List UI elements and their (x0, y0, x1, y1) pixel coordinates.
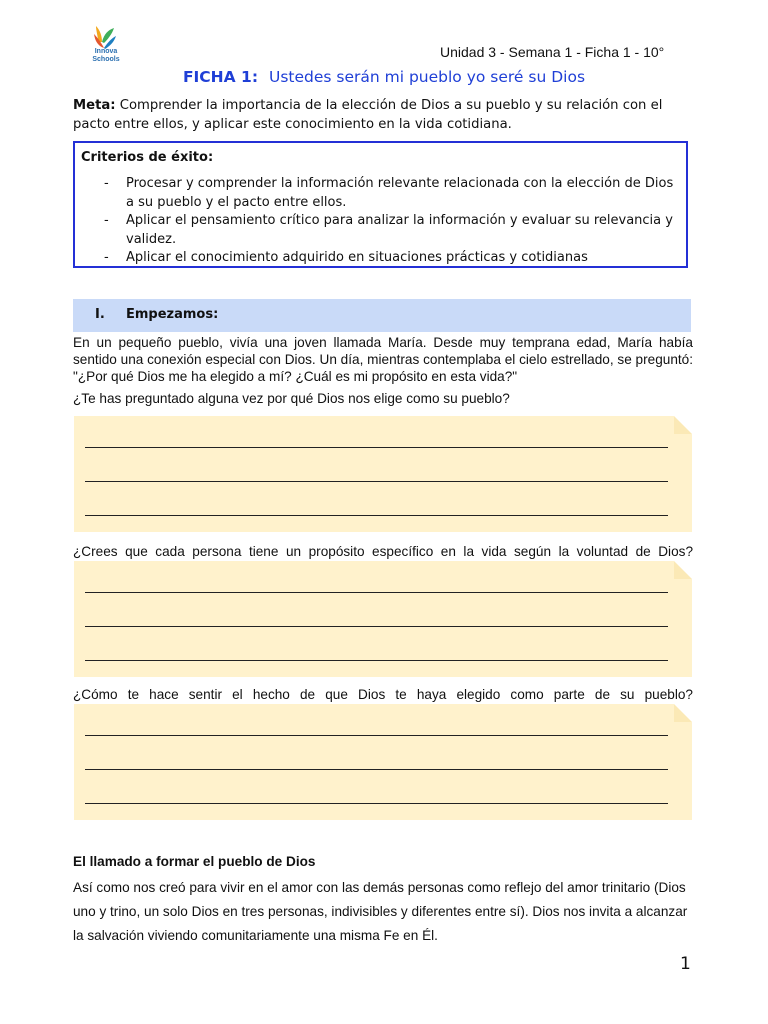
section-header-bar (73, 299, 691, 332)
criteria-text: Aplicar el conocimiento adquirido en situaciones prácticas y cotidianas (126, 250, 588, 265)
folded-corner (674, 561, 692, 579)
answer-line (85, 735, 668, 736)
criteria-item (75, 212, 686, 249)
answer-box-3[interactable] (74, 704, 692, 820)
worksheet-title (0, 68, 768, 86)
answer-line (85, 626, 668, 627)
logo-text: Innova Schools (92, 48, 120, 63)
page-number: 1 (680, 954, 691, 974)
title-label: FICHA 1: (182, 68, 259, 86)
subsection-paragraph: Así como nos creó para vivir en el amor con las demás personas como reflejo del amor trinitario (Dios uno y trino, un solo Dios en tres personas, indivisibles y diferentes entre sí). Dios nos invita a alcanzar la salvación viviendo comunitariamente una misma Fe en Él. (73, 880, 688, 943)
answer-line (85, 481, 668, 482)
bullet-dash: - (104, 213, 109, 228)
goal-paragraph (73, 96, 698, 134)
story-paragraph: En un pequeño pueblo, vivía una joven llamada María. Desde muy temprana edad, María había sentido una conexión especial con Dios. Un día, mientras contemplaba el cielo estrellado, se preguntó: "¿Por qué Dios me ha elegido a mí? ¿Cuál es mi propósito en esta vida?" (73, 335, 693, 384)
question-1: ¿Te has preguntado alguna vez por qué Dios nos elige como su pueblo? (73, 391, 510, 406)
bullet-dash: - (104, 250, 109, 265)
criteria-title: Criterios de éxito: (81, 150, 214, 165)
section-label: Empezamos: (126, 307, 219, 322)
answer-line (85, 447, 668, 448)
answer-line (85, 515, 668, 516)
answer-box-1[interactable] (74, 416, 692, 532)
title-text: Ustedes serán mi pueblo yo seré su Dios (268, 68, 586, 86)
answer-line (85, 592, 668, 593)
criteria-text: Procesar y comprender la información relevante relacionada con la elección de Dios a su pueblo y el pacto entre ellos. (126, 176, 674, 210)
question-3: ¿Cómo te hace sentir el hecho de que Dios te haya elegido como parte de su pueblo? (73, 687, 693, 702)
question-2: ¿Crees que cada persona tiene un propósito específico en la vida según la voluntad de Dios? (73, 544, 693, 559)
goal-label: Meta: (73, 98, 116, 113)
criteria-list (75, 175, 686, 268)
bullet-dash: - (104, 176, 109, 191)
criteria-text: Aplicar el pensamiento crítico para analizar la información y evaluar su relevancia y validez. (126, 213, 673, 247)
goal-text: Comprender la importancia de la elección de Dios a su pueblo y su relación con el pacto entre ellos, y aplicar este conocimiento en la vida cotidiana. (73, 98, 663, 132)
section-number: I. (95, 307, 105, 322)
folded-corner (674, 704, 692, 722)
answer-box-2[interactable] (74, 561, 692, 677)
success-criteria-box (73, 141, 688, 268)
subsection-title: El llamado a formar el pueblo de Dios (73, 854, 316, 869)
answer-line (85, 769, 668, 770)
answer-line (85, 803, 668, 804)
answer-line (85, 660, 668, 661)
criteria-item (75, 175, 686, 212)
criteria-item (75, 249, 686, 268)
unit-label: Unidad 3 - Semana 1 - Ficha 1 - 10° (440, 44, 665, 60)
folded-corner (674, 416, 692, 434)
